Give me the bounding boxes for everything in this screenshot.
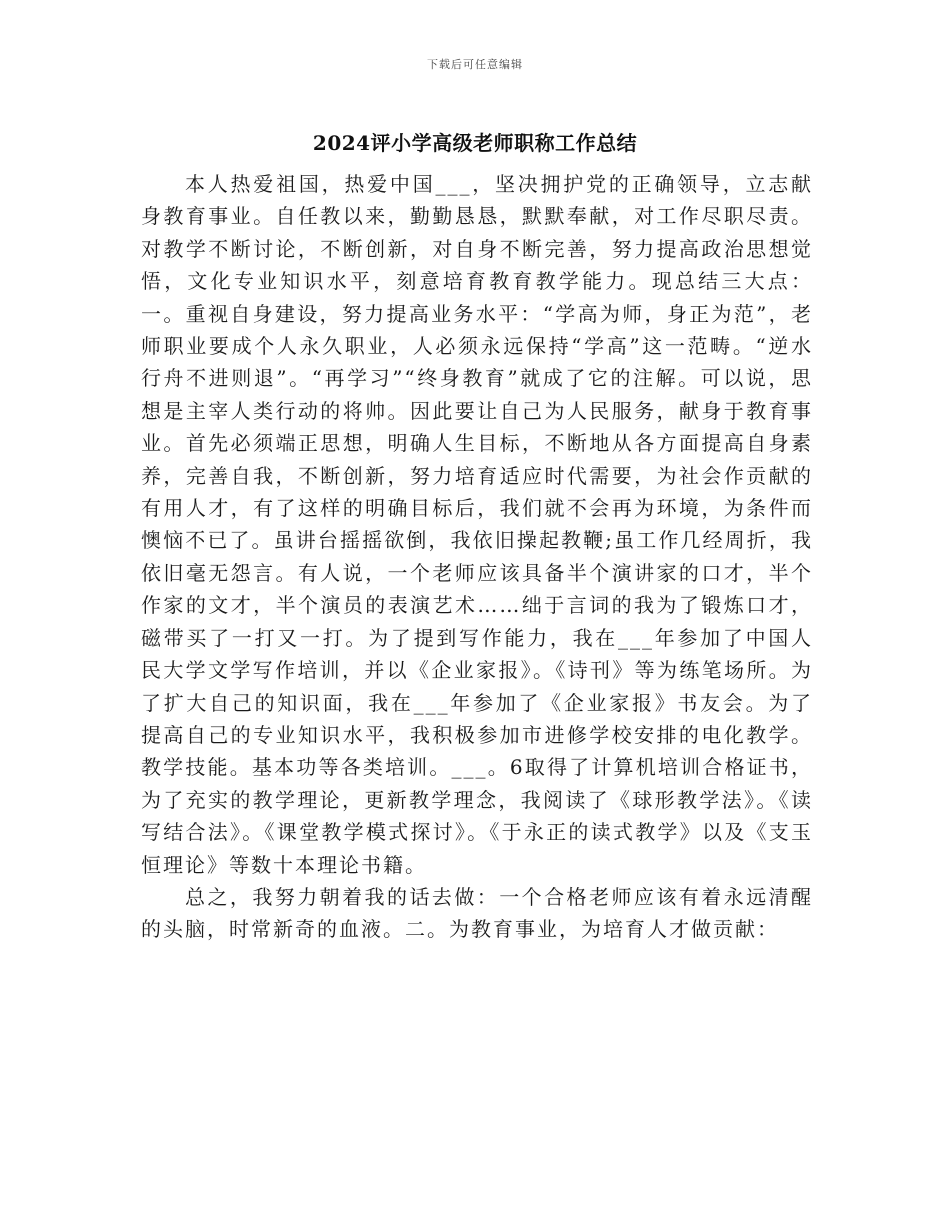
paragraph-1: 本人热爱祖国，热爱中国___，坚决拥护党的正确领导，立志献身教育事业。自任教以来，勤勤恳恳，默默奉献，对工作尽职尽责。对教学不断讨论，不断创新，对自身不断完善，努力提高政治思想觉悟，文化专业知识水平，刻意培育教育教学能力。现总结三大点：一。重视自身建设，努力提高业务水平：“学高为师，身正为范”，老师职业要成个人永久职业，人必须永远保持“学高”这一范畴。“逆水行舟不进则退”。“再学习”“终身教育”就成了它的注解。可以说，思想是主宰人类行动的将帅。因此要让自己为人民服务，献身于教育事业。首先必须端正思想，明确人生目标，不断地从各方面提高自身素养，完善自我，不断创新，努力培育适应时代需要，为社会作贡献的有用人才，有了这样的明确目标后，我们就不会再为环境，为条件而懊恼不已了。虽讲台摇摇欲倒，我依旧操起教鞭;虽工作几经周折，我依旧毫无怨言。有人说，一个老师应该具备半个演讲家的口才，半个作家的文才，半个演员的表演艺术……绌于言词的我为了锻炼口才，磁带买了一打又一打。为了提到写作能力，我在___年参加了中国人民大学文学写作培训，并以《企业家报》。《诗刊》等为练笔场所。为了扩大自己的知识面，我在___年参加了《企业家报》书友会。为了提高自己的专业知识水平，我积极参加市进修学校安排的电化教学。教学技能。基本功等各类培训。___。6取得了计算机培训合格证书，为了充实的教学理论，更新教学理念，我阅读了《球形教学法》。《读写结合法》。《课堂教学模式探讨》。《于永正的读式教学》以及《支玉恒理论》等数十本理论书籍。 (141, 172, 813, 877)
header-note: 下载后可任意编辑 (427, 58, 523, 71)
document-title: 2024评小学高级老师职称工作总结 (312, 131, 638, 155)
paragraph-2: 总之，我努力朝着我的话去做：一个合格老师应该有着永远清醒的头脑，时常新奇的血液。二。为教育事业，为培育人才做贡献： (141, 884, 813, 942)
document-body (141, 168, 813, 946)
